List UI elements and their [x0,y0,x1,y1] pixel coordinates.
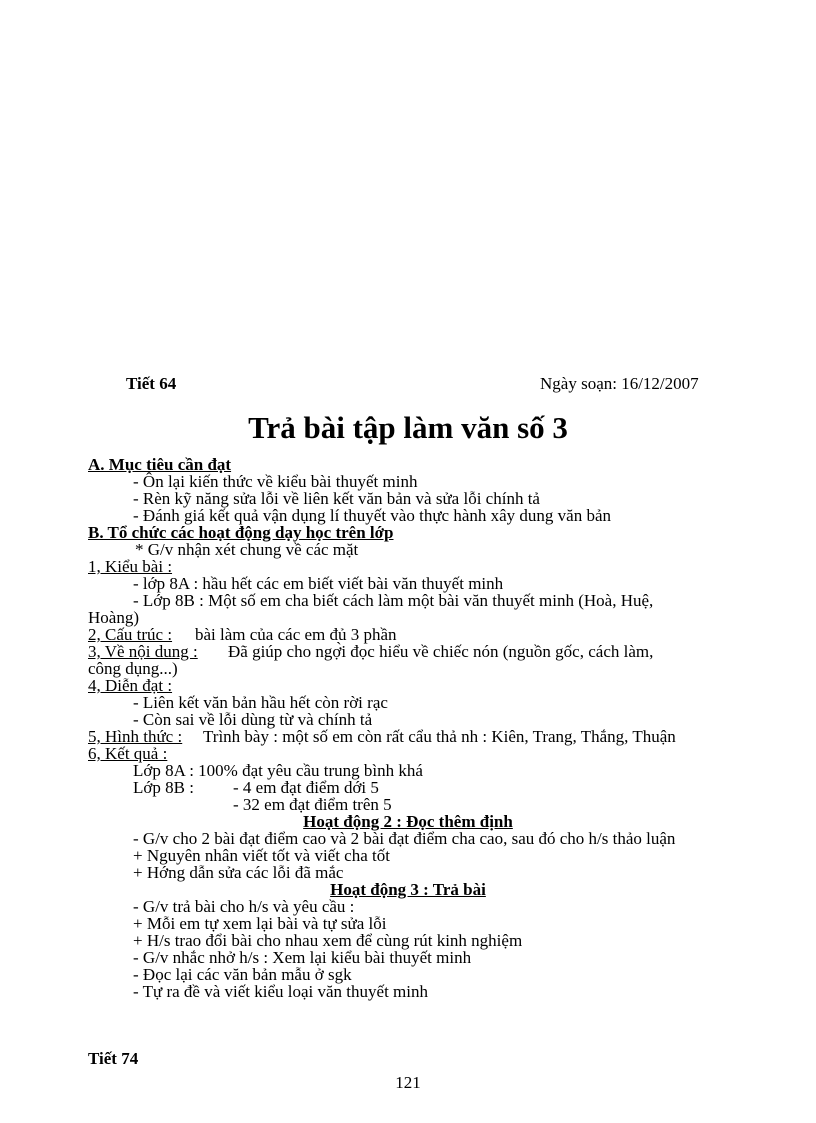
activity-2-item: + Hớng dẫn sửa các lỗi đã mắc [133,863,344,882]
kieu-bai-label: 1, Kiểu bài : [88,557,173,576]
activity-3-item: - Đọc lại các văn bản mẫu ở sgk [133,965,352,984]
activity-3-heading: Hoạt động 3 : Trả bài [330,880,486,899]
activity-3-item: - G/v trả bài cho h/s và yêu cầu : [133,897,355,916]
kieu-bai-item-continued: Hoàng) [88,608,139,627]
page-title: Trả bài tập làm văn số 3 [248,410,568,445]
section-b-heading: B. Tổ chức các hoạt động dạy học trên lớp [88,523,394,542]
activity-3-item: + Mỗi em tự xem lại bài và tự sửa lỗi [133,914,387,933]
dien-dat-label: 4, Diễn đạt : [88,676,173,695]
noi-dung-label: 3, Về nội dung : [88,642,198,661]
ket-qua-label: 6, Kết quả : [88,744,168,763]
section-a-item: - Ôn lại kiến thức về kiểu bài thuyết minh [133,472,418,491]
cau-truc-text: bài làm của các em đủ 3 phần [195,625,397,644]
activity-3-item: - Tự ra đề và viết kiểu loại văn thuyết minh [133,982,428,1001]
activity-2-item: - G/v cho 2 bài đạt điểm cao và 2 bài đạt điểm cha cao, sau đó cho h/s thảo luận [133,829,676,848]
noi-dung-continued: công dụng...) [88,659,178,678]
next-lesson-number: Tiết 74 [88,1049,139,1068]
section-a-heading: A. Mục tiêu cần đạt [88,455,232,474]
dien-dat-item: - Còn sai về lỗi dùng từ và chính tả [133,710,373,729]
kieu-bai-item: - Lớp 8B : Một số em cha biết cách làm một bài văn thuyết minh (Hoà, Huệ, [133,591,654,610]
ket-qua-8b-label: Lớp 8B : [133,778,194,797]
activity-2-heading: Hoạt động 2 : Đọc thêm định [303,812,513,831]
kieu-bai-item: - lớp 8A : hầu hết các em biết viết bài văn thuyết minh [133,574,504,593]
section-a-item: - Đánh giá kết quả vận dụng lí thuyết vào thực hành xây dung văn bản [133,506,612,525]
activity-2-item: + Nguyên nhân viết tốt và viết cha tốt [133,846,390,865]
section-b-intro: * G/v nhận xét chung về các mặt [135,540,359,559]
lesson-number: Tiết 64 [126,374,177,393]
hinh-thuc-label: 5, Hình thức : [88,727,183,746]
activity-3-item: + H/s trao đổi bài cho nhau xem để cùng rút kinh nghiệm [133,931,523,950]
ket-qua-8a: Lớp 8A : 100% đạt yêu cầu trung bình khá [133,761,423,780]
hinh-thuc-text: Trình bày : một số em còn rất cẩu thả nh : Kiên, Trang, Thắng, Thuận [203,727,676,746]
section-a-item: - Rèn kỹ năng sửa lỗi về liên kết văn bản và sửa lỗi chính tả [133,489,540,508]
prep-date: Ngày soạn: 16/12/2007 [540,374,699,393]
page-number: 121 [395,1073,421,1092]
dien-dat-item: - Liên kết văn bản hầu hết còn rời rạc [133,693,388,712]
ket-qua-8b-line: - 32 em đạt điểm trên 5 [233,795,392,814]
cau-truc-label: 2, Cấu trúc : [88,625,173,644]
noi-dung-text: Đã giúp cho ngợ̀i đọc hiểu về chiếc nón (nguồn gốc, cách làm, [228,642,654,661]
ket-qua-8b-line: - 4 em đạt điểm dới 5 [233,778,379,797]
activity-3-item: - G/v nhắc nhở h/s : Xem lại kiểu bài thuyết minh [133,948,472,967]
